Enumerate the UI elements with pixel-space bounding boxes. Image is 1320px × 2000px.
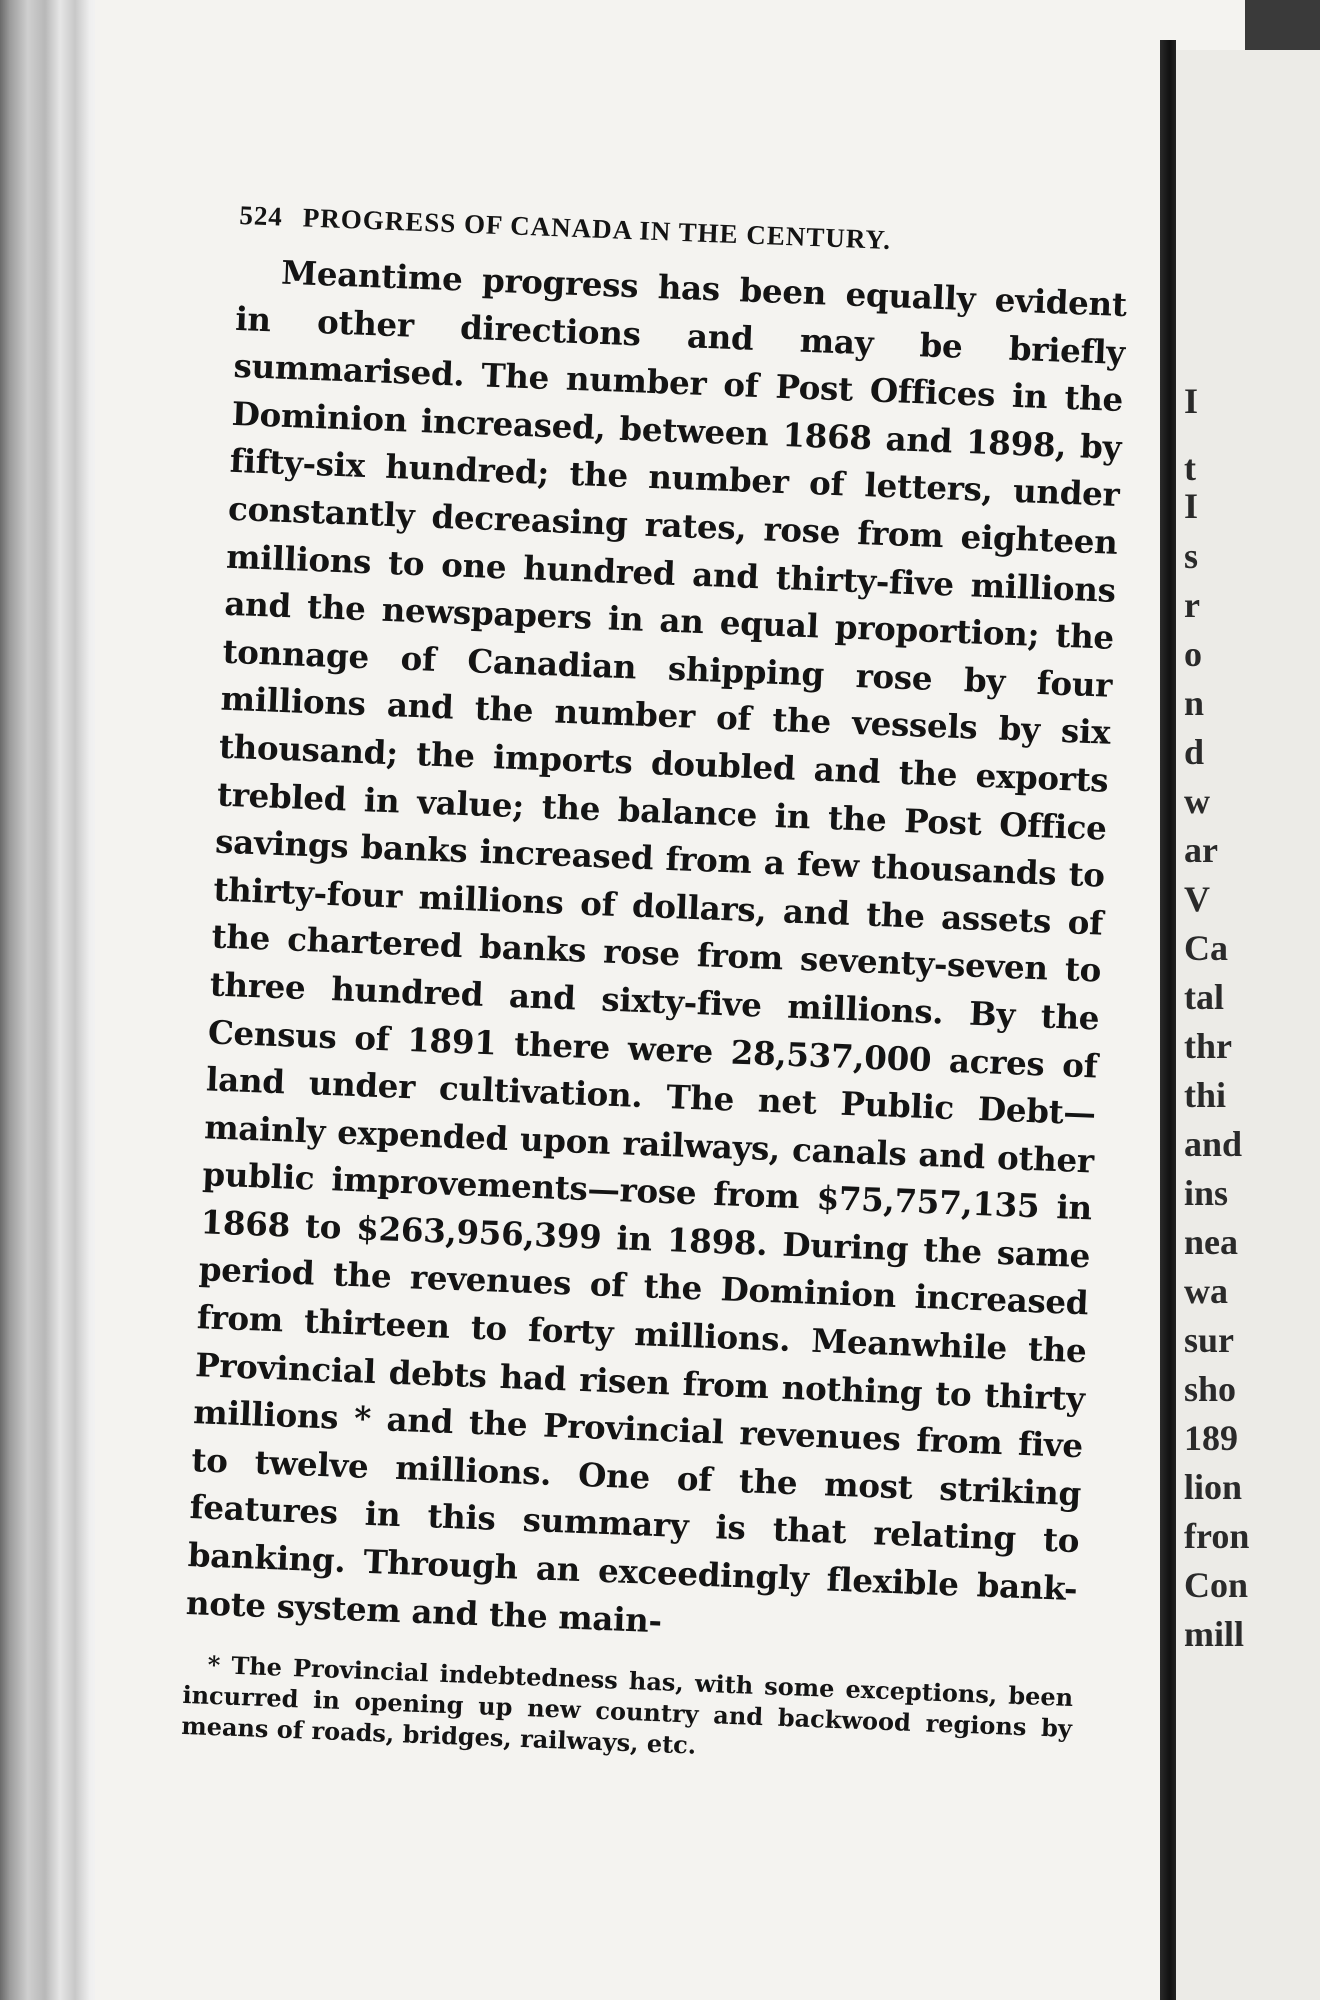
facing-fragment: w — [1184, 781, 1210, 821]
running-title: PROGRESS OF CANADA IN THE CENTURY. — [302, 202, 892, 256]
facing-fragment: r — [1184, 585, 1200, 625]
facing-fragment: tal — [1184, 977, 1224, 1017]
page-edges — [0, 0, 100, 2000]
facing-fragment: I — [1184, 381, 1199, 421]
facing-fragment: sur — [1184, 1320, 1235, 1360]
facing-fragment: V — [1184, 879, 1210, 919]
book-gutter — [1160, 40, 1176, 2000]
facing-fragment: I — [1184, 486, 1199, 526]
facing-fragment: mill — [1184, 1614, 1244, 1654]
facing-fragment: n — [1184, 683, 1205, 723]
facing-fragment: ins — [1184, 1173, 1229, 1213]
facing-fragment: thi — [1184, 1075, 1227, 1115]
facing-fragment: fron — [1184, 1516, 1250, 1556]
facing-fragment: thr — [1184, 1026, 1232, 1066]
facing-fragment: wa — [1184, 1271, 1228, 1311]
body-paragraph: Meantime progress has been equally evident in other directions and may be briefly summarised. The number of Post Offices in the Dominion increased, between 1868 and 1898, by fifty-six hundred; the number of letters, under constantly decreasing rates, rose from eighteen millions to one hundred and thirty-five millions and the newspapers in an equal proportion; the tonnage of Canadian shipping rose by four millions and the number of the vessels by six thousand; the imports doubled and the exports trebled in value; the balance in the Post Office savings banks increased from a few thousands to thirty-four millions of dollars, and the assets of the chartered banks rose from seventy-seven to three hundred and sixty-five millions. By the Census of 1891 there were 28,537,000 acres of land under cultivation. The net Public Debt—mainly expended upon railways, canals and other public improvements—rose from $75,757,135 in 1868 to $263,956,399 in 1898. During the same period the revenues of the Dominion increased from thirteen to forty millions. Meanwhile the Provincial debts had risen from nothing to thirty millions * and the Provincial revenues from five to twelve millions. One of the most striking features in this summary is that relating to banking. Through an exceedingly flexible bank-note system and the main- — [185, 252, 1128, 1640]
facing-page — [1176, 50, 1320, 2000]
facing-fragment: sho — [1184, 1369, 1237, 1409]
facing-fragment: o — [1184, 634, 1202, 674]
facing-fragment: Con — [1184, 1565, 1249, 1605]
page-content — [181, 200, 1130, 1775]
facing-fragment: Ca — [1184, 928, 1228, 968]
facing-fragment: 189 — [1184, 1418, 1238, 1458]
facing-fragment: lion — [1184, 1467, 1243, 1507]
facing-fragment: nea — [1184, 1222, 1238, 1262]
footnote-text: * The Provincial indebtedness has, with some exceptions, been incurred in opening up new country and backwood regions by means of roads, bridges, railways, etc. — [180, 1650, 1074, 1760]
facing-fragment: ar — [1184, 830, 1218, 870]
facing-fragment: and — [1184, 1124, 1243, 1164]
page-number: 524 — [238, 200, 284, 232]
body-text — [185, 247, 1127, 1660]
facing-fragment: d — [1184, 732, 1205, 772]
facing-fragment: t — [1184, 448, 1196, 488]
facing-fragment: s — [1184, 536, 1199, 576]
